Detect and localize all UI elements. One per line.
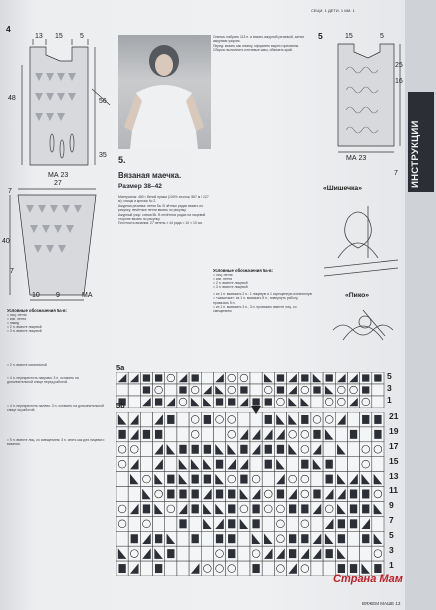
chart-cell xyxy=(238,546,250,561)
legend-left-note-4: = 5 п. вместе лиц. со смещением: 3 п. снять как для лицевого вязания. xyxy=(7,437,105,447)
chart-cell xyxy=(226,427,238,442)
chart-symbol xyxy=(362,534,369,543)
chart-cell xyxy=(201,531,213,546)
chart-cell xyxy=(335,457,347,472)
chart-cell xyxy=(153,487,165,502)
chart-cell xyxy=(250,472,262,487)
chart-cell xyxy=(116,384,128,396)
chart-cell xyxy=(153,384,165,396)
chart-cell xyxy=(177,396,189,408)
chart5a-label: 5а xyxy=(116,363,125,372)
chart-symbol xyxy=(228,490,235,499)
chart5b-row-11: 11 xyxy=(389,485,398,496)
chart5b-label: 5b xyxy=(116,401,125,410)
chart-cell xyxy=(128,384,140,396)
chart-cell xyxy=(116,442,128,457)
chart-cell xyxy=(299,427,311,442)
chart-cell xyxy=(372,396,384,408)
chart-cell xyxy=(262,501,274,516)
chart-symbol xyxy=(167,549,174,558)
chart-symbol xyxy=(143,386,150,393)
chart-symbol xyxy=(216,460,223,469)
chart-cell xyxy=(177,412,189,427)
chart-symbol xyxy=(326,460,333,469)
chart-cell xyxy=(262,472,274,487)
legend-left-item-3: = накид xyxy=(7,321,20,326)
chart-cell xyxy=(116,457,128,472)
chart-symbol xyxy=(228,519,235,528)
chart-symbol xyxy=(252,564,259,573)
chart-cell xyxy=(128,442,140,457)
chart-cell xyxy=(347,442,359,457)
diagram4-number: 4 xyxy=(6,24,11,34)
chart-cell xyxy=(372,516,384,531)
chart-symbol xyxy=(265,415,272,424)
chart-cell xyxy=(299,487,311,502)
chart-symbol xyxy=(374,430,381,439)
chart5b-row-9: 9 xyxy=(389,500,394,511)
chart-cell xyxy=(347,531,359,546)
chart-cell xyxy=(116,501,128,516)
chart-symbol xyxy=(204,445,211,454)
chart-cell xyxy=(299,472,311,487)
chart-symbol xyxy=(155,374,162,381)
chart-symbol xyxy=(204,415,211,424)
chart-cell xyxy=(189,516,201,531)
chart5b-row-17: 17 xyxy=(389,440,399,451)
chart-cell xyxy=(165,427,177,442)
chart-cell xyxy=(274,561,286,576)
page-footer: ВЯЖЕМ МАШЕ 13 xyxy=(362,601,401,606)
chart-cell xyxy=(177,561,189,576)
watermark-site: Страна Мам xyxy=(333,573,403,585)
chart-symbol xyxy=(228,398,235,405)
chart-cell xyxy=(201,546,213,561)
legend-right-note-2: = «шишечка»: из 1 п. вывязать 5 п., повернуть работу, провязать 5 п. xyxy=(213,296,299,305)
chart-symbol xyxy=(240,445,247,454)
dim-13: 13 xyxy=(35,33,43,40)
chart5a-row-1: 1 xyxy=(387,395,392,405)
chart-cell xyxy=(238,412,250,427)
chart-symbol xyxy=(289,549,296,558)
chart-symbol xyxy=(167,490,174,499)
chart-symbol xyxy=(350,519,357,528)
article-number: 5. xyxy=(118,155,126,165)
article-size: Размер 38–42 xyxy=(118,183,162,190)
chart5b-row-5: 5 xyxy=(389,530,394,541)
legend-left-title: Условные обозначения 5а-в: xyxy=(7,308,67,313)
chart-cell xyxy=(372,384,384,396)
chart-cell xyxy=(128,516,140,531)
chart-cell xyxy=(287,472,299,487)
piko-illustration xyxy=(323,300,405,362)
legend-right-note-3: = из 1 п. вывязать 3 п., 3 п. провязать вместе лиц. со смещением xyxy=(213,304,297,313)
chart5b-row-13: 13 xyxy=(389,470,399,481)
legend-right-note-1: = из 1 п. вывязать 2 п.: 1 лицевую и 1 скрещенную изнаночную xyxy=(213,292,313,297)
chart5b-row-3: 3 xyxy=(389,545,394,556)
d5-dim-16: 16 xyxy=(395,78,403,85)
chart-symbol xyxy=(192,374,199,381)
model-photo xyxy=(118,35,211,149)
chart-cell xyxy=(238,372,250,384)
chart-symbol xyxy=(179,445,186,454)
chart-cell xyxy=(372,442,384,457)
chart-symbol xyxy=(118,430,125,439)
legend-right-item-2: = изн. петля xyxy=(213,277,233,282)
chart-symbol xyxy=(313,430,320,439)
dim-9: 9 xyxy=(56,292,60,299)
dim-27: 27 xyxy=(54,180,62,187)
article-title: Вязаная маечка. xyxy=(118,171,182,180)
chart5a-row-3: 3 xyxy=(387,383,392,393)
chart-cell xyxy=(140,516,152,531)
chart-cell xyxy=(262,487,274,502)
chart-symbol xyxy=(313,490,320,499)
chart-symbol xyxy=(216,398,223,405)
chart-cell xyxy=(128,546,140,561)
chart5b-row-15: 15 xyxy=(389,455,399,466)
chart-symbol xyxy=(228,504,235,513)
chart-symbol xyxy=(131,534,138,543)
chart-symbol xyxy=(350,490,357,499)
chart-cell xyxy=(360,427,372,442)
chart-symbol xyxy=(143,504,150,513)
d5-dim-ma23: МА 23 xyxy=(346,155,367,162)
chart-cell xyxy=(140,561,152,576)
chart-cell xyxy=(201,427,213,442)
chart-symbol xyxy=(179,490,186,499)
legend-left-note-2: = 4 п. перекрестить направо: 3 п. оставить на дополнительной спице перед работой. xyxy=(7,375,79,384)
side-tab xyxy=(405,0,436,610)
chart-cell xyxy=(189,546,201,561)
dim-ma: МА xyxy=(82,292,93,299)
chart-symbol xyxy=(362,504,369,513)
chart-symbol xyxy=(362,374,369,381)
chart-cell xyxy=(116,487,128,502)
chart-cell xyxy=(165,384,177,396)
chart-cell xyxy=(347,412,359,427)
chart-cell xyxy=(213,412,225,427)
chart-cell xyxy=(335,384,347,396)
chart-cell xyxy=(372,487,384,502)
chart-cell xyxy=(323,501,335,516)
piko-caption: «Пико» xyxy=(345,292,370,299)
legend-right-title: Условные обозначения 5а-в: xyxy=(213,268,273,273)
chart-symbol xyxy=(277,445,284,454)
legend-left-item-2: = изн. петля xyxy=(7,317,27,322)
chart-cell xyxy=(311,561,323,576)
chart-cell xyxy=(116,531,128,546)
para-1: Ажурная резинка: петли 5а. В чётных рядах вязать по рисунку, нечётные петли вязать по рисунку. xyxy=(118,203,204,212)
chart-symbol xyxy=(192,475,199,484)
chart-cell xyxy=(311,472,323,487)
legend-left-item-5: = 3 п. вместе лицевой xyxy=(7,329,42,334)
chart5b-row-1: 1 xyxy=(389,559,394,570)
top-right-strip: СЕЦИ. 1 ДЕТИ. 1 МИ. 1 xyxy=(311,8,355,13)
chart-symbol xyxy=(374,374,381,381)
chart-cell xyxy=(323,412,335,427)
chart-cell xyxy=(287,516,299,531)
chart-symbol xyxy=(362,386,369,393)
chart-symbol xyxy=(155,430,162,439)
chart-symbol xyxy=(192,490,199,499)
chart-symbol xyxy=(179,386,186,393)
chart-cell xyxy=(274,516,286,531)
chart-symbol xyxy=(277,386,284,393)
chart-cell xyxy=(226,472,238,487)
diagram5-schematic xyxy=(328,30,408,180)
chart-cell xyxy=(347,384,359,396)
chart-symbol xyxy=(277,374,284,381)
chart-symbol xyxy=(301,415,308,424)
chart-symbol xyxy=(301,460,308,469)
chart5b-row-7: 7 xyxy=(389,515,394,526)
chart-cell xyxy=(323,396,335,408)
chart-cell xyxy=(213,546,225,561)
chart-cell xyxy=(287,457,299,472)
chart5b-row-21: 21 xyxy=(389,411,399,421)
chart-symbol xyxy=(228,534,235,543)
chart-cell xyxy=(299,516,311,531)
chart-cell xyxy=(165,501,177,516)
chart-cell xyxy=(140,396,152,408)
dim-7b: 7 xyxy=(10,268,14,275)
legend-right-item-4: = 3 п. вместе лицевой xyxy=(213,285,248,290)
legend-left-item-4: = 2 п. вместе лицевой xyxy=(7,325,42,330)
chart-symbol xyxy=(338,564,345,573)
chart-symbol xyxy=(265,460,272,469)
chart-cell xyxy=(140,546,152,561)
chart-cell xyxy=(323,442,335,457)
chart-cell xyxy=(360,442,372,457)
arrow-down-icon xyxy=(250,405,262,415)
chart-symbol xyxy=(192,504,199,513)
chart-symbol xyxy=(265,398,272,405)
chart-symbol xyxy=(143,430,150,439)
chart-cell xyxy=(262,384,274,396)
chart-cell xyxy=(140,412,152,427)
chart-cell xyxy=(226,561,238,576)
chart-symbol xyxy=(362,490,369,499)
chart-symbol xyxy=(313,386,320,393)
dim-48: 48 xyxy=(8,95,16,102)
para-5: Перед: вязать как спинку, оформить вырез горловины. xyxy=(213,43,300,48)
diagram5-number: 5 xyxy=(318,31,323,41)
d5-dim-5: 5 xyxy=(380,33,384,40)
chart-cell xyxy=(311,516,323,531)
chart-cell xyxy=(177,531,189,546)
chart-cell xyxy=(213,561,225,576)
materials-text: Материалы: 450 г белой пряжи (100% хлопок; 567 м / 127 м); спицы и крючок № 2. xyxy=(118,195,209,204)
chart-cell xyxy=(299,442,311,457)
chart-symbol xyxy=(179,519,186,528)
chart-cell xyxy=(250,384,262,396)
chart-symbol xyxy=(289,504,296,513)
chart-symbol xyxy=(155,398,162,405)
d5-dim-7: 7 xyxy=(394,170,398,177)
chart-cell xyxy=(189,412,201,427)
legend-left xyxy=(7,308,105,446)
dim-35: 35 xyxy=(99,152,107,159)
chart-symbol xyxy=(350,430,357,439)
chart5b-row-labels xyxy=(389,412,407,576)
chart-symbol xyxy=(301,534,308,543)
chart-symbol xyxy=(216,534,223,543)
chart-cell xyxy=(165,457,177,472)
chart-symbol xyxy=(277,490,284,499)
chart-cell xyxy=(116,472,128,487)
chart-cell xyxy=(287,427,299,442)
chart-symbol xyxy=(326,374,333,381)
chart-cell xyxy=(299,384,311,396)
chart-cell xyxy=(201,372,213,384)
chart-cell xyxy=(335,427,347,442)
chart-cell xyxy=(116,546,128,561)
chart-cell xyxy=(140,442,152,457)
chart-symbol xyxy=(289,534,296,543)
dim-56: 56 xyxy=(99,98,107,105)
chart-cell xyxy=(262,516,274,531)
chart-cell xyxy=(201,561,213,576)
chart-cell xyxy=(372,546,384,561)
dim-15: 15 xyxy=(55,33,63,40)
legend-right-item-3: = 2 п. вместе лицевой xyxy=(213,281,248,286)
chart-symbol xyxy=(265,445,272,454)
dim-40: 40 xyxy=(2,238,10,245)
chart-cell xyxy=(177,427,189,442)
chart-symbol xyxy=(301,374,308,381)
chart-symbol xyxy=(167,475,174,484)
model-silhouette xyxy=(118,35,211,149)
article-text-col2 xyxy=(213,35,305,53)
chart-cell xyxy=(238,501,250,516)
dim-ma23: МА 23 xyxy=(48,172,69,179)
chart-cell xyxy=(274,501,286,516)
chart-symbol xyxy=(350,564,357,573)
chart-cell xyxy=(226,384,238,396)
chart-cell xyxy=(189,384,201,396)
para-3: Плотность вязания: 27 петель × 44 ряда = 10 × 10 см. xyxy=(118,221,203,226)
chart-symbol xyxy=(252,519,259,528)
chart-symbol xyxy=(374,564,381,573)
chart-symbol xyxy=(240,475,247,484)
legend-left-item-1: = лиц. петля xyxy=(7,313,27,317)
chart-cell xyxy=(311,412,323,427)
d5-dim-25: 25 xyxy=(395,62,403,69)
article-text xyxy=(118,195,210,226)
chart-cell xyxy=(116,516,128,531)
chart-symbol xyxy=(350,504,357,513)
chart-symbol xyxy=(216,490,223,499)
chart-cell xyxy=(335,396,347,408)
chart-symbol xyxy=(155,564,162,573)
chart-cell xyxy=(347,457,359,472)
shishechka-caption: «Шишечка» xyxy=(323,185,362,192)
chart-cell xyxy=(238,561,250,576)
dim-7: 7 xyxy=(8,188,12,195)
chart-symbol xyxy=(338,519,345,528)
chart-cell xyxy=(116,412,128,427)
chart-cell xyxy=(311,396,323,408)
chart-symbol xyxy=(326,475,333,484)
chart-cell xyxy=(189,427,201,442)
chart-symbol xyxy=(167,415,174,424)
chart-cell xyxy=(226,372,238,384)
chart-symbol xyxy=(155,534,162,543)
chart-symbol xyxy=(240,386,247,393)
chart-cell xyxy=(226,412,238,427)
chart-cell xyxy=(250,457,262,472)
chart-cell xyxy=(274,531,286,546)
chart-symbol xyxy=(118,564,125,573)
side-tab-label: ИНСТРУКЦИИ xyxy=(410,120,421,188)
chart-symbol xyxy=(374,415,381,424)
para-2: Ажурный узор: схема 5b. В нечётных рядах на лицевой стороне вязать по рисунку. xyxy=(118,212,206,221)
chart-cell xyxy=(165,372,177,384)
chart-cell xyxy=(238,531,250,546)
chart-cell xyxy=(213,427,225,442)
chart-symbol xyxy=(143,374,150,381)
chart-symbol xyxy=(338,534,345,543)
chart-cell xyxy=(128,487,140,502)
chart-symbol xyxy=(228,549,235,558)
chart-symbol xyxy=(192,534,199,543)
chart-cell xyxy=(165,516,177,531)
chart-symbol xyxy=(362,415,369,424)
chart-cell xyxy=(372,457,384,472)
d5-dim-15: 15 xyxy=(345,33,353,40)
chart-cell xyxy=(177,546,189,561)
chart-cell xyxy=(262,561,274,576)
chart-cell xyxy=(360,546,372,561)
chart-cell xyxy=(165,561,177,576)
chart-cell xyxy=(128,396,140,408)
chart-cell xyxy=(250,372,262,384)
chart-cell xyxy=(274,396,286,408)
chart5b-row-19: 19 xyxy=(389,425,399,436)
chart-cell xyxy=(153,516,165,531)
chart-symbol xyxy=(192,445,199,454)
para-4: Спинка: набрать 113 п. и вязать ажурной резинкой, затем ажурным узором. xyxy=(213,35,304,44)
legend-right-item-1: = лиц. петля xyxy=(213,273,233,277)
para-6: Сборка: выполнить плечевые швы, обвязать край. xyxy=(213,48,293,53)
chart-cell xyxy=(360,396,372,408)
dim-5: 5 xyxy=(80,33,84,40)
chart-symbol xyxy=(252,504,259,513)
legend-left-note-1: = 2 п. вместе изнаночной xyxy=(7,363,47,368)
chart-cell xyxy=(250,546,262,561)
chart5b-grid xyxy=(116,412,386,576)
chart-symbol xyxy=(204,475,211,484)
chart-cell xyxy=(140,457,152,472)
chart-symbol xyxy=(326,549,333,558)
legend-right xyxy=(213,268,315,313)
chart5a-row-5: 5 xyxy=(387,371,392,381)
chart-cell xyxy=(299,561,311,576)
shishechka-illustration xyxy=(318,198,404,288)
dim-10: 10 xyxy=(32,292,40,299)
chart-cell xyxy=(140,472,152,487)
chart-cell xyxy=(347,546,359,561)
chart-symbol xyxy=(301,504,308,513)
chart5a-grid xyxy=(116,372,386,408)
chart-cell xyxy=(360,457,372,472)
legend-left-note-3: = 4 п. перекрестить налево: 3 п. оставить на дополнительной спице за работой. xyxy=(7,403,104,412)
